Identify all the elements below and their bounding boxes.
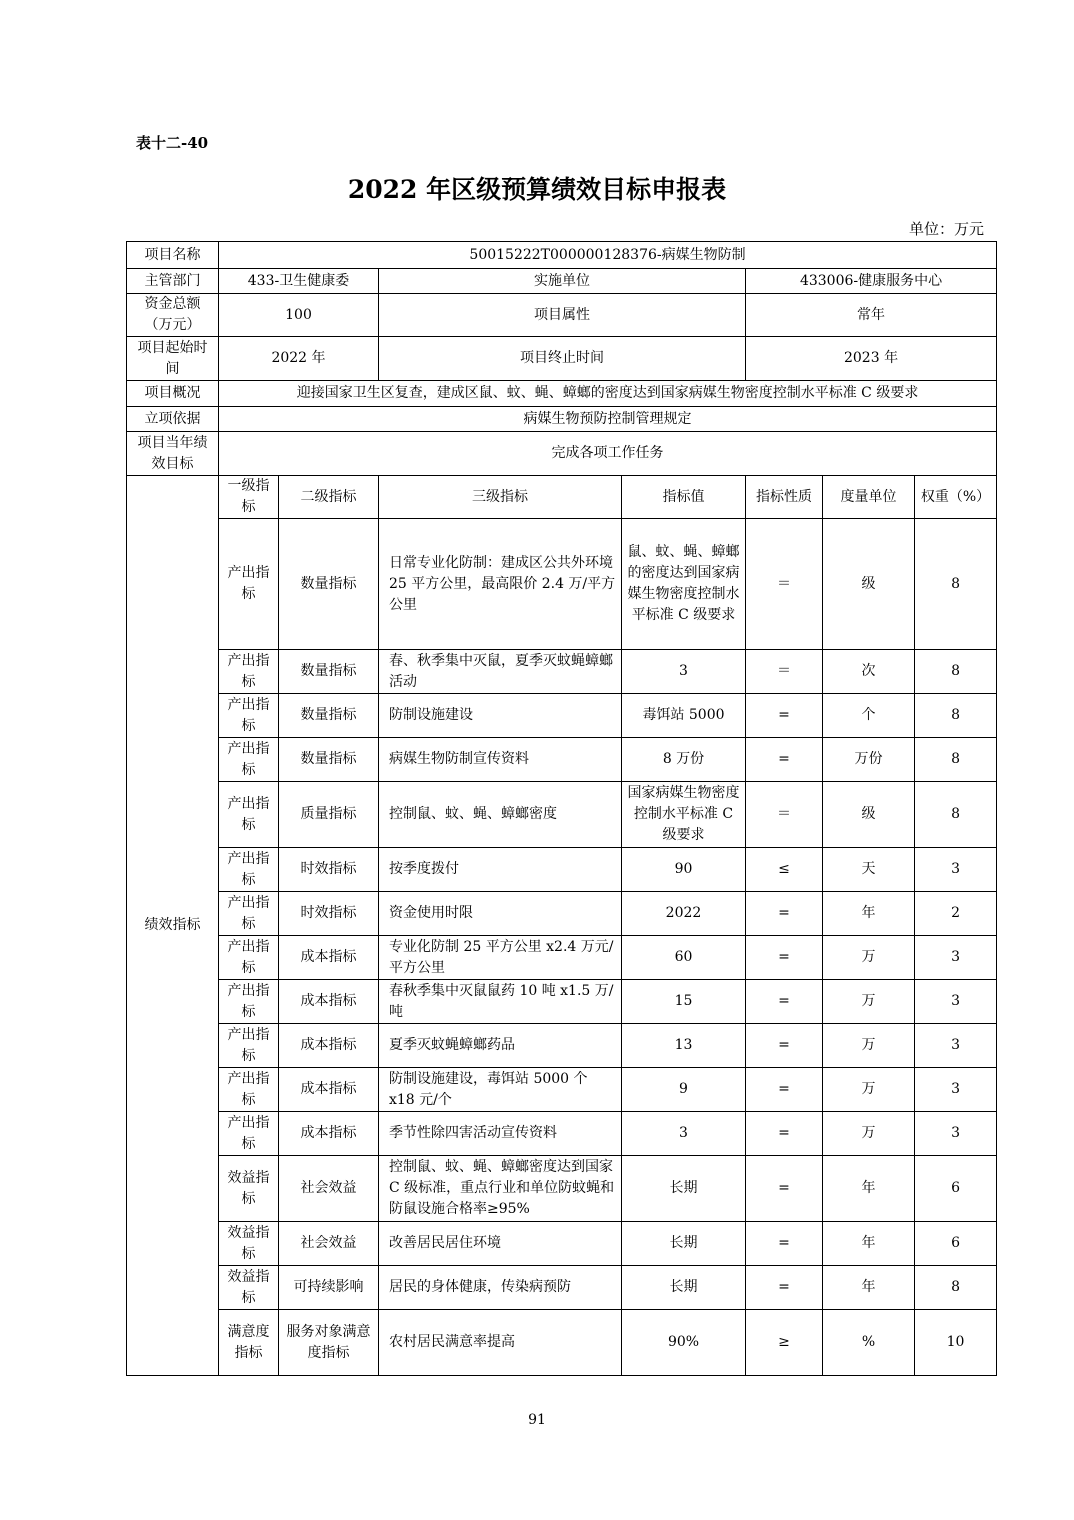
table-row: [127, 1156, 997, 1222]
level3-cell: 改善居民居住环境: [379, 1222, 622, 1266]
measure-unit-cell: 个: [823, 694, 915, 738]
level1-cell: 满意度指标: [219, 1310, 279, 1376]
indicator-header-row: [127, 476, 997, 519]
indicator-nature-cell: =: [746, 1222, 823, 1266]
funds-label: 资金总额（万元）: [127, 294, 219, 337]
row-annual-goal: [127, 432, 997, 476]
table-row: [127, 848, 997, 892]
table-row: [127, 1024, 997, 1068]
level3-cell: 控制鼠、蚊、蝇、蟑螂密度: [379, 782, 622, 848]
measure-unit-cell: 年: [823, 1266, 915, 1310]
level1-cell: 产出指标: [219, 1112, 279, 1156]
table-row: [127, 694, 997, 738]
indicator-nature-cell: =: [746, 1024, 823, 1068]
table-row: [127, 1266, 997, 1310]
level3-cell: 病媒生物防制宣传资料: [379, 738, 622, 782]
project-attribute-value: 常年: [746, 294, 997, 337]
level3-cell: 春秋季集中灭鼠鼠药 10 吨 x1.5 万/吨: [379, 980, 622, 1024]
level1-cell: 产出指标: [219, 519, 279, 650]
weight-cell: 8: [915, 1266, 997, 1310]
level3-cell: 防制设施建设，毒饵站 5000 个 x18 元/个: [379, 1068, 622, 1112]
measure-unit-cell: 万: [823, 1112, 915, 1156]
indicator-nature-cell: =: [746, 892, 823, 936]
measure-unit-cell: 年: [823, 1156, 915, 1222]
annual-goal-value: 完成各项工作任务: [219, 432, 997, 476]
measure-unit-cell: 年: [823, 892, 915, 936]
level3-cell: 资金使用时限: [379, 892, 622, 936]
end-time-value: 2023 年: [746, 337, 997, 381]
measure-unit-cell: %: [823, 1310, 915, 1376]
level1-cell: 产出指标: [219, 782, 279, 848]
level2-cell: 数量指标: [279, 650, 379, 694]
measure-unit-cell: 级: [823, 782, 915, 848]
table-row: [127, 1112, 997, 1156]
header-level1: 一级指标: [219, 476, 279, 519]
header-level2: 二级指标: [279, 476, 379, 519]
page-number: 91: [528, 1412, 546, 1428]
overview-value: 迎接国家卫生区复查，建成区鼠、蚊、蝇、蟑螂的密度达到国家病媒生物密度控制水平标准 C 级要求: [219, 381, 997, 407]
level2-cell: 时效指标: [279, 848, 379, 892]
level3-cell: 春、秋季集中灭鼠，夏季灭蚊蝇蟑螂活动: [379, 650, 622, 694]
row-period: [127, 337, 997, 381]
project-name-value: 50015222T000000128376-病媒生物防制: [219, 242, 997, 269]
level1-cell: 产出指标: [219, 650, 279, 694]
measure-unit-cell: 天: [823, 848, 915, 892]
weight-cell: 3: [915, 848, 997, 892]
header-weight: 权重（%）: [915, 476, 997, 519]
indicator-nature-cell: ≥: [746, 1310, 823, 1376]
level3-cell: 控制鼠、蚊、蝇、蟑螂密度达到国家 C 级标准，重点行业和单位防蚊蝇和防鼠设施合格率≥95%: [379, 1156, 622, 1222]
level2-cell: 社会效益: [279, 1222, 379, 1266]
level1-cell: 产出指标: [219, 738, 279, 782]
indicator-value-cell: 90: [622, 848, 746, 892]
level2-cell: 社会效益: [279, 1156, 379, 1222]
measure-unit-cell: 年: [823, 1222, 915, 1266]
level1-cell: 产出指标: [219, 892, 279, 936]
basis-value: 病媒生物预防控制管理规定: [219, 407, 997, 432]
level2-cell: 质量指标: [279, 782, 379, 848]
indicator-value-cell: 国家病媒生物密度控制水平标准 C 级要求: [622, 782, 746, 848]
weight-cell: 3: [915, 1112, 997, 1156]
implementing-unit-value: 433006-健康服务中心: [746, 269, 997, 294]
level2-cell: 时效指标: [279, 892, 379, 936]
row-department: [127, 269, 997, 294]
start-time-value: 2022 年: [219, 337, 379, 381]
weight-cell: 10: [915, 1310, 997, 1376]
header-measure-unit: 度量单位: [823, 476, 915, 519]
table-row: [127, 650, 997, 694]
table-row: [127, 1068, 997, 1112]
table-row: [127, 1310, 997, 1376]
row-basis: [127, 407, 997, 432]
table-row: [127, 980, 997, 1024]
level1-cell: 产出指标: [219, 936, 279, 980]
measure-unit-cell: 万份: [823, 738, 915, 782]
table-row: [127, 782, 997, 848]
indicator-value-cell: 3: [622, 1112, 746, 1156]
level3-cell: 农村居民满意率提高: [379, 1310, 622, 1376]
header-level3: 三级指标: [379, 476, 622, 519]
end-time-label: 项目终止时间: [379, 337, 746, 381]
weight-cell: 3: [915, 936, 997, 980]
level2-cell: 成本指标: [279, 1024, 379, 1068]
measure-unit-cell: 万: [823, 936, 915, 980]
level1-cell: 产出指标: [219, 1024, 279, 1068]
weight-cell: 3: [915, 1068, 997, 1112]
measure-unit-cell: 次: [823, 650, 915, 694]
measure-unit-cell: 级: [823, 519, 915, 650]
level3-cell: 日常专业化防制：建成区公共外环境 25 平方公里，最高限价 2.4 万/平方公里: [379, 519, 622, 650]
weight-cell: 8: [915, 782, 997, 848]
indicator-value-cell: 长期: [622, 1156, 746, 1222]
row-project-name: [127, 242, 997, 269]
document-title: 2022 年区级预算绩效目标申报表: [347, 175, 727, 204]
table-row: [127, 519, 997, 650]
performance-indicators-label: 绩效指标: [127, 476, 219, 1376]
header-indicator-value: 指标值: [622, 476, 746, 519]
table-row: [127, 892, 997, 936]
unit-label: 单位：万元: [908, 220, 984, 238]
level2-cell: 服务对象满意度指标: [279, 1310, 379, 1376]
level1-cell: 产出指标: [219, 1068, 279, 1112]
indicator-value-cell: 13: [622, 1024, 746, 1068]
measure-unit-cell: 万: [823, 1024, 915, 1068]
level3-cell: 居民的身体健康，传染病预防: [379, 1266, 622, 1310]
level2-cell: 成本指标: [279, 936, 379, 980]
indicator-nature-cell: ＝: [746, 519, 823, 650]
indicator-nature-cell: =: [746, 936, 823, 980]
department-value: 433-卫生健康委: [219, 269, 379, 294]
measure-unit-cell: 万: [823, 1068, 915, 1112]
weight-cell: 8: [915, 694, 997, 738]
indicator-nature-cell: =: [746, 1156, 823, 1222]
level1-cell: 效益指标: [219, 1266, 279, 1310]
start-time-label: 项目起始时间: [127, 337, 219, 381]
indicator-value-cell: 9: [622, 1068, 746, 1112]
level2-cell: 可持续影响: [279, 1266, 379, 1310]
indicator-value-cell: 3: [622, 650, 746, 694]
implementing-unit-label: 实施单位: [379, 269, 746, 294]
level1-cell: 产出指标: [219, 694, 279, 738]
level2-cell: 成本指标: [279, 980, 379, 1024]
indicator-value-cell: 长期: [622, 1266, 746, 1310]
funds-value: 100: [219, 294, 379, 337]
indicator-nature-cell: ＝: [746, 650, 823, 694]
row-overview: [127, 381, 997, 407]
header-indicator-nature: 指标性质: [746, 476, 823, 519]
level3-cell: 专业化防制 25 平方公里 x2.4 万元/平方公里: [379, 936, 622, 980]
row-funds: [127, 294, 997, 337]
indicator-nature-cell: ＝: [746, 782, 823, 848]
table-row: [127, 738, 997, 782]
level1-cell: 效益指标: [219, 1222, 279, 1266]
basis-label: 立项依据: [127, 407, 219, 432]
measure-unit-cell: 万: [823, 980, 915, 1024]
table-row: [127, 1222, 997, 1266]
weight-cell: 2: [915, 892, 997, 936]
indicator-nature-cell: =: [746, 694, 823, 738]
level3-cell: 按季度拨付: [379, 848, 622, 892]
weight-cell: 6: [915, 1222, 997, 1266]
level1-cell: 产出指标: [219, 980, 279, 1024]
overview-label: 项目概况: [127, 381, 219, 407]
weight-cell: 3: [915, 980, 997, 1024]
indicator-value-cell: 15: [622, 980, 746, 1024]
weight-cell: 8: [915, 650, 997, 694]
indicator-value-cell: 鼠、蚊、蝇、蟑螂的密度达到国家病媒生物密度控制水平标准 C 级要求: [622, 519, 746, 650]
weight-cell: 8: [915, 738, 997, 782]
project-attribute-label: 项目属性: [379, 294, 746, 337]
level3-cell: 夏季灭蚊蝇蟑螂药品: [379, 1024, 622, 1068]
department-label: 主管部门: [127, 269, 219, 294]
indicator-nature-cell: =: [746, 1068, 823, 1112]
indicator-nature-cell: =: [746, 738, 823, 782]
level2-cell: 数量指标: [279, 519, 379, 650]
indicator-value-cell: 90%: [622, 1310, 746, 1376]
indicator-value-cell: 2022: [622, 892, 746, 936]
level1-cell: 效益指标: [219, 1156, 279, 1222]
annual-goal-label: 项目当年绩效目标: [127, 432, 219, 476]
indicator-value-cell: 60: [622, 936, 746, 980]
weight-cell: 3: [915, 1024, 997, 1068]
weight-cell: 6: [915, 1156, 997, 1222]
level3-cell: 防制设施建设: [379, 694, 622, 738]
indicator-value-cell: 8 万份: [622, 738, 746, 782]
level3-cell: 季节性除四害活动宣传资料: [379, 1112, 622, 1156]
level2-cell: 成本指标: [279, 1112, 379, 1156]
indicator-value-cell: 毒饵站 5000: [622, 694, 746, 738]
level2-cell: 数量指标: [279, 738, 379, 782]
indicator-nature-cell: =: [746, 1266, 823, 1310]
table-number: 表十二-40: [136, 134, 209, 152]
project-name-label: 项目名称: [127, 242, 219, 269]
weight-cell: 8: [915, 519, 997, 650]
level1-cell: 产出指标: [219, 848, 279, 892]
indicator-nature-cell: =: [746, 980, 823, 1024]
table-row: [127, 936, 997, 980]
level2-cell: 成本指标: [279, 1068, 379, 1112]
indicator-value-cell: 长期: [622, 1222, 746, 1266]
indicator-nature-cell: =: [746, 1112, 823, 1156]
level2-cell: 数量指标: [279, 694, 379, 738]
budget-performance-table: [126, 241, 997, 1376]
indicator-nature-cell: ≤: [746, 848, 823, 892]
